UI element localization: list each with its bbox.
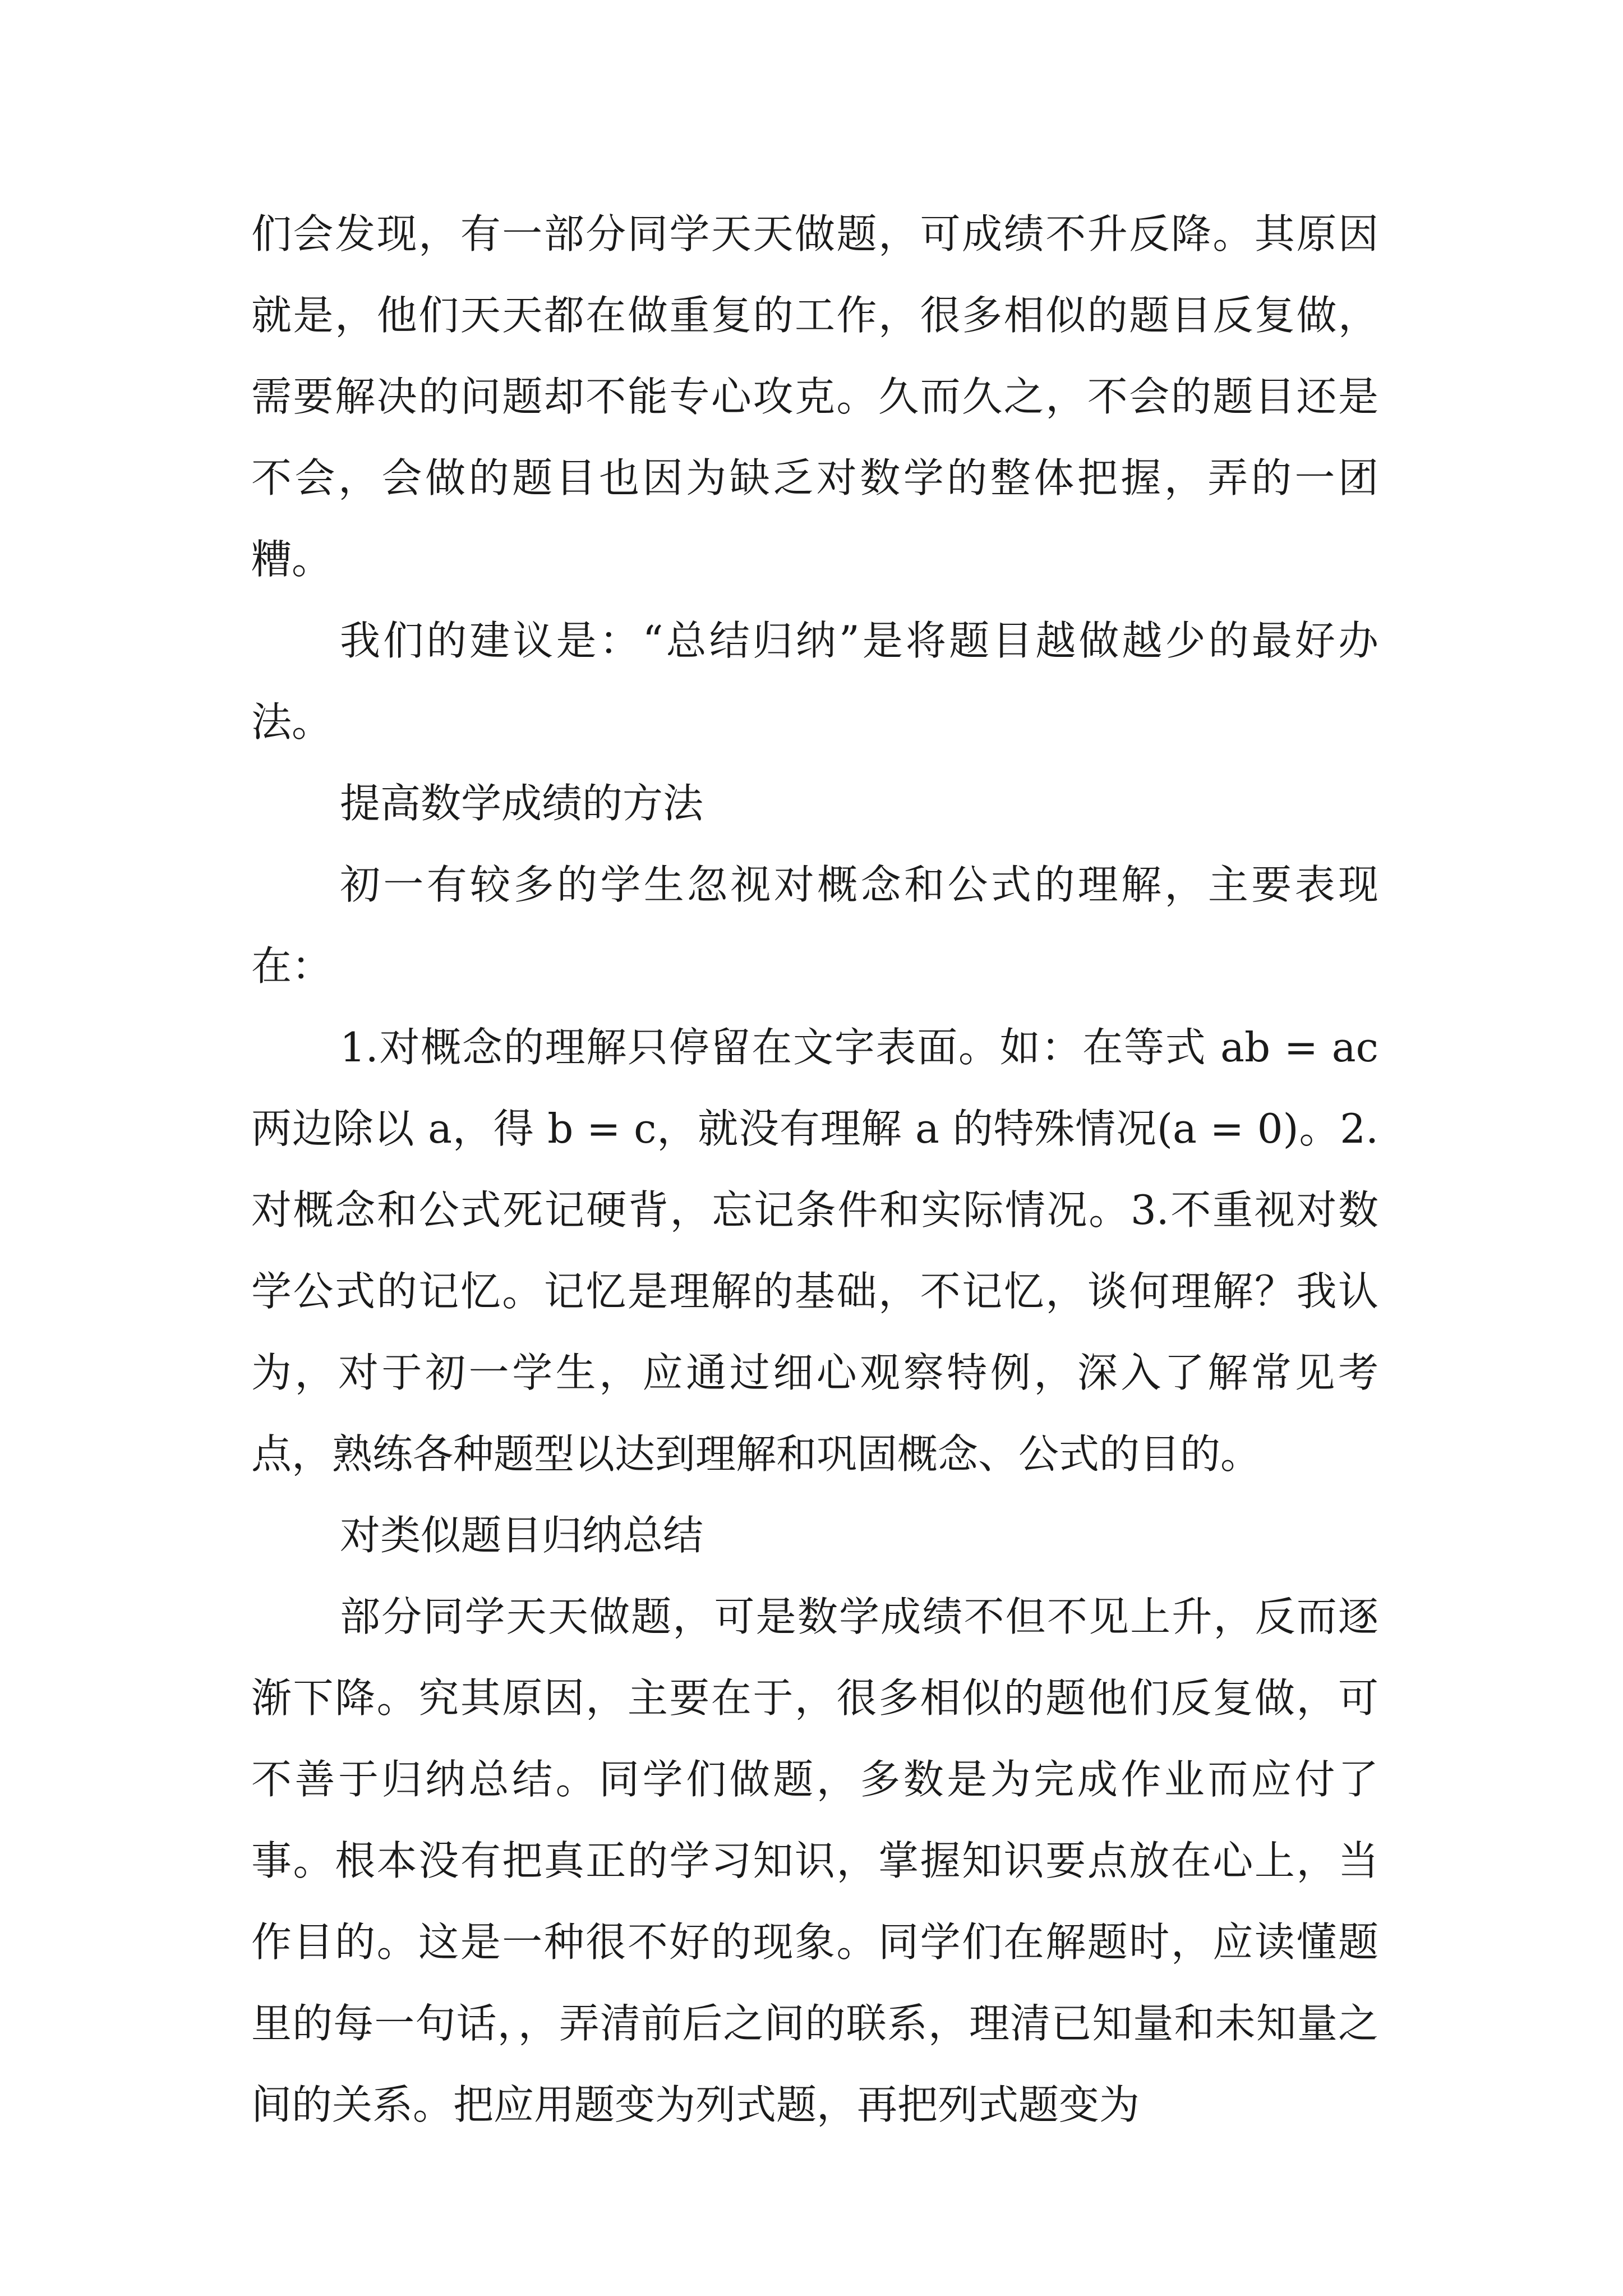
- paragraph-concepts-intro: 初一有较多的学生忽视对概念和公式的理解，主要表现在：: [251, 861, 1378, 990]
- section-heading-methods: 提高数学成绩的方法: [340, 780, 704, 827]
- document-body: [251, 194, 1378, 2146]
- paragraph-concepts-list: 1.对概念的理解只停留在文字表面。如：在等式 ab = ac 两边除以 a，得 b = c，就没有理解 a 的特殊情况(a = 0)。2.对概念和公式死记硬背，忘记条件和实际情况。3.不重视对数学公式的记忆。记忆是理解的基础，不记忆，谈何理解？我认为，对于初一学生，应通过细心观察特例，深入了解常见考点，熟练各种题型以达到理解和巩固概念、公式的目的。: [251, 1024, 1378, 1478]
- paragraph-suggestion: 我们的建议是：“总结归纳”是将题目越做越少的最好办法。: [251, 617, 1378, 746]
- section-heading-summary: 对类似题目归纳总结: [340, 1512, 704, 1559]
- paragraph-continued: 们会发现，有一部分同学天天做题，可成绩不升反降。其原因就是，他们天天都在做重复的工作，很多相似的题目反复做，需要解决的问题却不能专心攻克。久而久之，不会的题目还是不会，会做的题目也因为缺乏对数学的整体把握，弄的一团糟。: [251, 210, 1378, 583]
- paragraph-summary: 部分同学天天做题，可是数学成绩不但不见上升，反而逐渐下降。究其原因，主要在于，很多相似的题他们反复做，可不善于归纳总结。同学们做题，多数是为完成作业而应付了事。根本没有把真正的学习知识，掌握知识要点放在心上，当作目的。这是一种很不好的现象。同学们在解题时，应读懂题里的每一句话，，弄清前后之间的联系，理清已知量和未知量之间的关系。把应用题变为列式题，再把列式题变为: [251, 1593, 1378, 2128]
